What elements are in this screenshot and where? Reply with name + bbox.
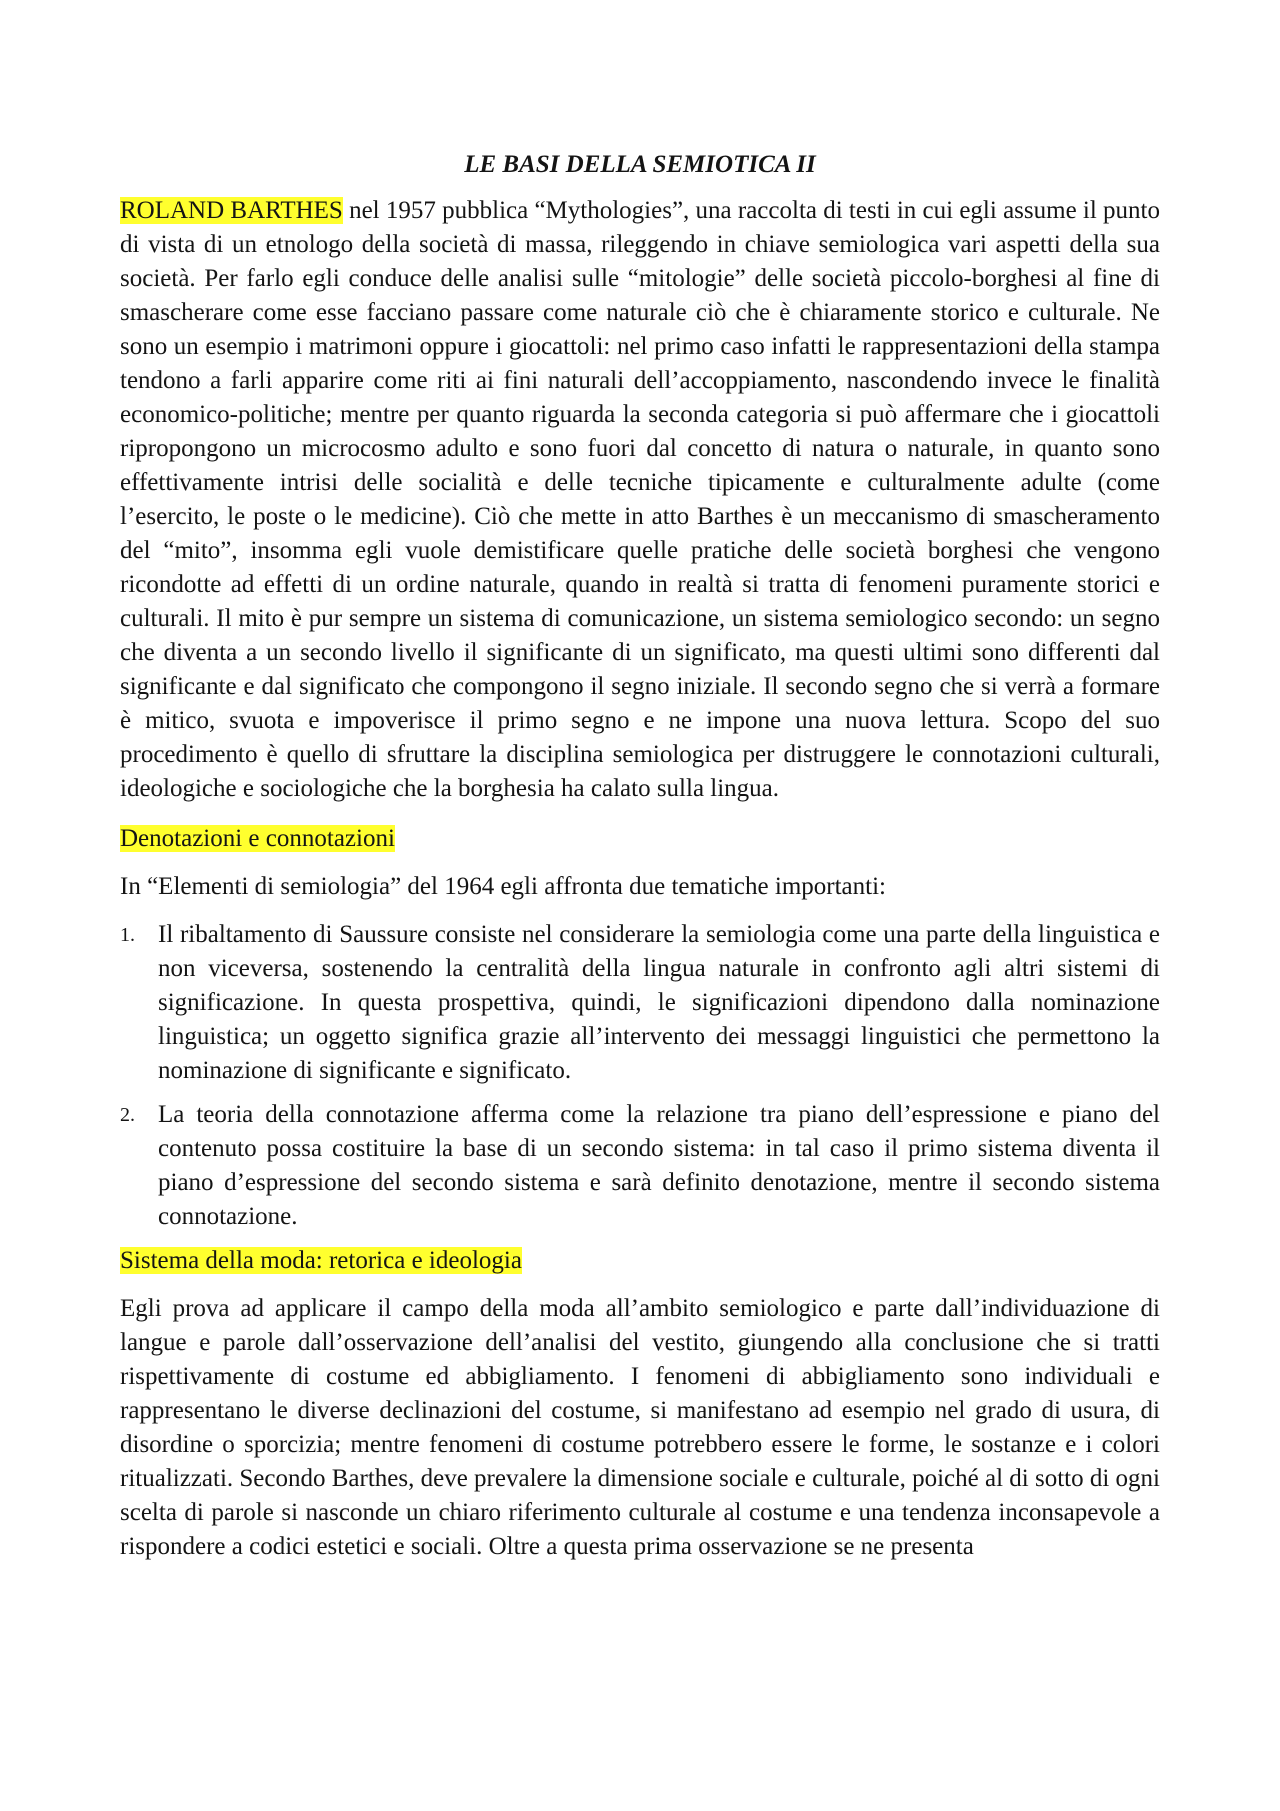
list-item-number: 2. — [120, 1104, 135, 1126]
list-item-text: Il ribaltamento di Saussure consiste nel considerare la semiologia come una parte della linguistica e non viceversa, sostenendo la centralità della lingua naturale in confronto agli altri sistemi di significazione. In questa prospettiva, quindi, le significazioni dipendono dalla nominazione linguistica; un oggetto significa grazie all’intervento dei messaggi linguistici che permettono la nominazione di significante e significato. — [158, 921, 1160, 1084]
section-heading-text: Sistema della moda: retorica e ideologia — [120, 1247, 522, 1274]
author-highlight: ROLAND BARTHES — [120, 197, 343, 224]
document-title: LE BASI DELLA SEMIOTICA II — [464, 151, 816, 178]
section-heading-text: Denotazioni e connotazioni — [120, 825, 395, 852]
intro-paragraph — [120, 194, 1160, 806]
moda-paragraph: Egli prova ad applicare il campo della moda all’ambito semiologico e parte dall’individuazione di langue e parole dall’osservazione dell’analisi del vestito, giungendo alla conclusione che si tratti rispettivamente di costume ed abbigliamento. I fenomeni di abbigliamento sono individuali e rappresentano le diverse declinazioni del costume, si manifestano ad esempio nel grado di usura, di disordine o sporcizia; mentre fenomeni di costume potrebbero essere le forme, le sostanze e i colori ritualizzati. Secondo Barthes, deve prevalere la dimensione sociale e culturale, poiché al di sotto di ogni scelta di parole si nasconde un chiaro riferimento culturale al costume e una tendenza inconsapevole a rispondere a codici estetici e sociali. Oltre a questa prima osservazione se ne presenta — [120, 1295, 1160, 1560]
list-item — [120, 918, 1160, 1088]
list-item-text: La teoria della connotazione afferma come la relazione tra piano dell’espressione e piano del contenuto possa costituire la base di un secondo sistema: in tal caso il primo sistema diventa il piano d’espressione del secondo sistema e sarà definito denotazione, mentre il secondo sistema connotazione. — [158, 1101, 1160, 1230]
section-heading-moda — [120, 1244, 1160, 1278]
section-heading-denotazioni — [120, 822, 1160, 856]
list-item — [120, 1098, 1160, 1234]
section1-intro: In “Elementi di semiologia” del 1964 egli affronta due tematiche importanti: — [120, 873, 886, 900]
document-page — [120, 0, 1160, 1564]
intro-text: nel 1957 pubblica “Mythologies”, una raccolta di testi in cui egli assume il punto di vista di un etnologo della società di massa, rileggendo in chiave semiologica vari aspetti della sua società. Per farlo egli conduce delle analisi sulle “mitologie” delle società piccolo-borghesi al fine di smascherare come esse facciano passare come naturale ciò che è chiaramente storico e culturale. Ne sono un esempio i matrimoni oppure i giocattoli: nel primo caso infatti le rappresentazioni della stampa tendono a farli apparire come riti ai fini naturali dell’accoppiamento, nascondendo invece le finalità economico-politiche; mentre per quanto riguarda la seconda categoria si può affermare che i giocattoli ripropongono un microcosmo adulto e sono fuori dal concetto di natura o naturale, in quanto sono effettivamente intrisi delle socialità e delle tecniche tipicamente e culturalmente adulte (come l’esercito, le poste o le medicine). Ciò che mette in atto Barthes è un meccanismo di smascheramento del “mito”, insomma egli vuole demistificare quelle pratiche delle società borghesi che vengono ricondotte ad effetti di un ordine naturale, quando in realtà si tratta di fenomeni puramente storici e culturali. Il mito è pur sempre un sistema di comunicazione, un sistema semiologico secondo: un segno che diventa a un secondo livello il significante di un significato, ma questi ultimi sono differenti dal significante e dal significato che compongono il segno iniziale. Il secondo segno che si verrà a formare è mitico, svuota e impoverisce il primo segno e ne impone una nuova lettura. Scopo del suo procedimento è quello di sfruttare la disciplina semiologica per distruggere le connotazioni culturali, ideologiche e sociologiche che la borghesia ha calato sulla lingua. — [120, 197, 1161, 802]
numbered-list — [120, 918, 1160, 1234]
list-item-number: 1. — [120, 924, 135, 946]
